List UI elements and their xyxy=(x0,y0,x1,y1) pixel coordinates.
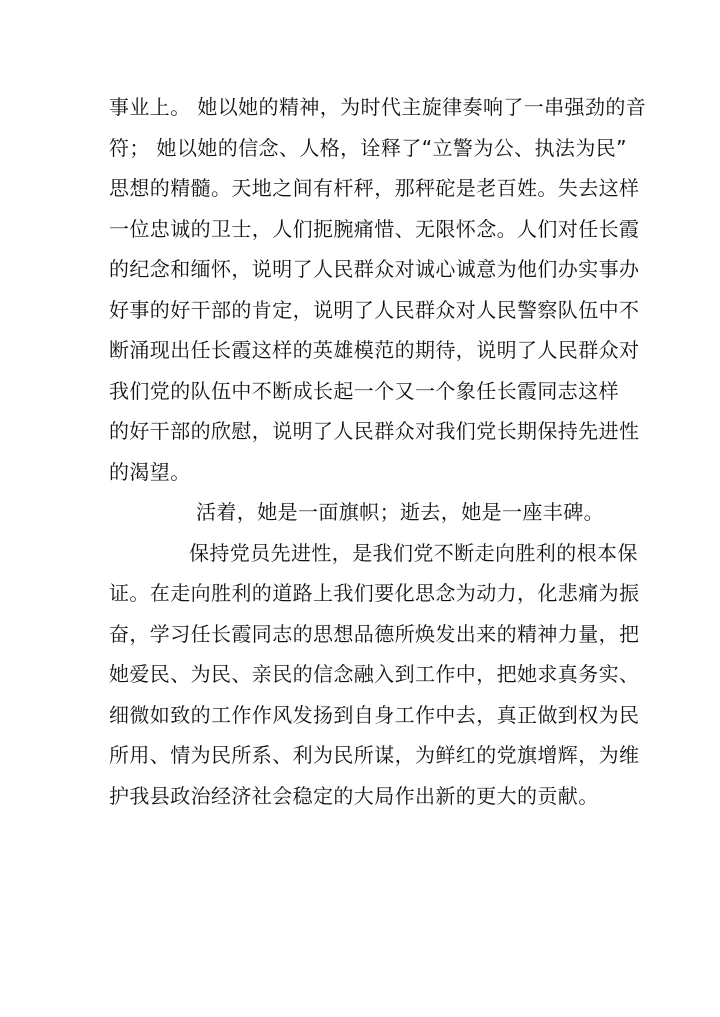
text-line: 的好干部的欣慰，说明了人民群众对我们党长期保持先进性 xyxy=(109,419,640,443)
text-line: 事业上。 她以她的精神，为时代主旋律奏响了一串强劲的音 xyxy=(109,95,647,119)
text-line: 思想的精髓。天地之间有杆秤，那秤砣是老百姓。失去这样 xyxy=(109,176,640,200)
text-line: 符； 她以她的信念、人格，诠释了“立警为公、执法为民” xyxy=(109,135,627,160)
text-line: 的纪念和缅怀，说明了人民群众对诚心诚意为他们办实事办 xyxy=(109,257,640,281)
text-line: 护我县政治经济社会稳定的大局作出新的更大的贡献。 xyxy=(109,783,599,808)
text-line: 的渴望。 xyxy=(109,459,191,484)
body-text xyxy=(109,87,647,816)
text-line: 奋，学习任长霞同志的思想品德所焕发出来的精神力量，把 xyxy=(109,621,640,646)
text-line: 证。在走向胜利的道路上我们要化思念为动力，化悲痛为振 xyxy=(109,581,640,605)
text-line: 她爱民、为民、亲民的信念融入到工作中，把她求真务实、 xyxy=(109,662,640,686)
paragraph-first-line: 保持党员先进性，是我们党不断走向胜利的根本保 xyxy=(189,540,638,565)
text-line: 断涌现出任长霞这样的英雄模范的期待，说明了人民群众对 xyxy=(109,338,640,362)
centered-motto: 活着，她是一面旗帜；逝去，她是一座丰碑。 xyxy=(196,500,604,524)
text-line: 我们党的队伍中不断成长起一个又一个象任长霞同志这样 xyxy=(109,378,619,403)
text-line: 好事的好干部的肯定，说明了人民群众对人民警察队伍中不 xyxy=(109,297,640,322)
text-line: 所用、情为民所系、利为民所谋，为鲜红的党旗增辉，为维 xyxy=(109,743,640,767)
text-line: 一位忠诚的卫士，人们扼腕痛惜、无限怀念。人们对任长霞 xyxy=(109,216,640,241)
text-line: 细微如致的工作作风发扬到自身工作中去，真正做到权为民 xyxy=(109,702,640,727)
